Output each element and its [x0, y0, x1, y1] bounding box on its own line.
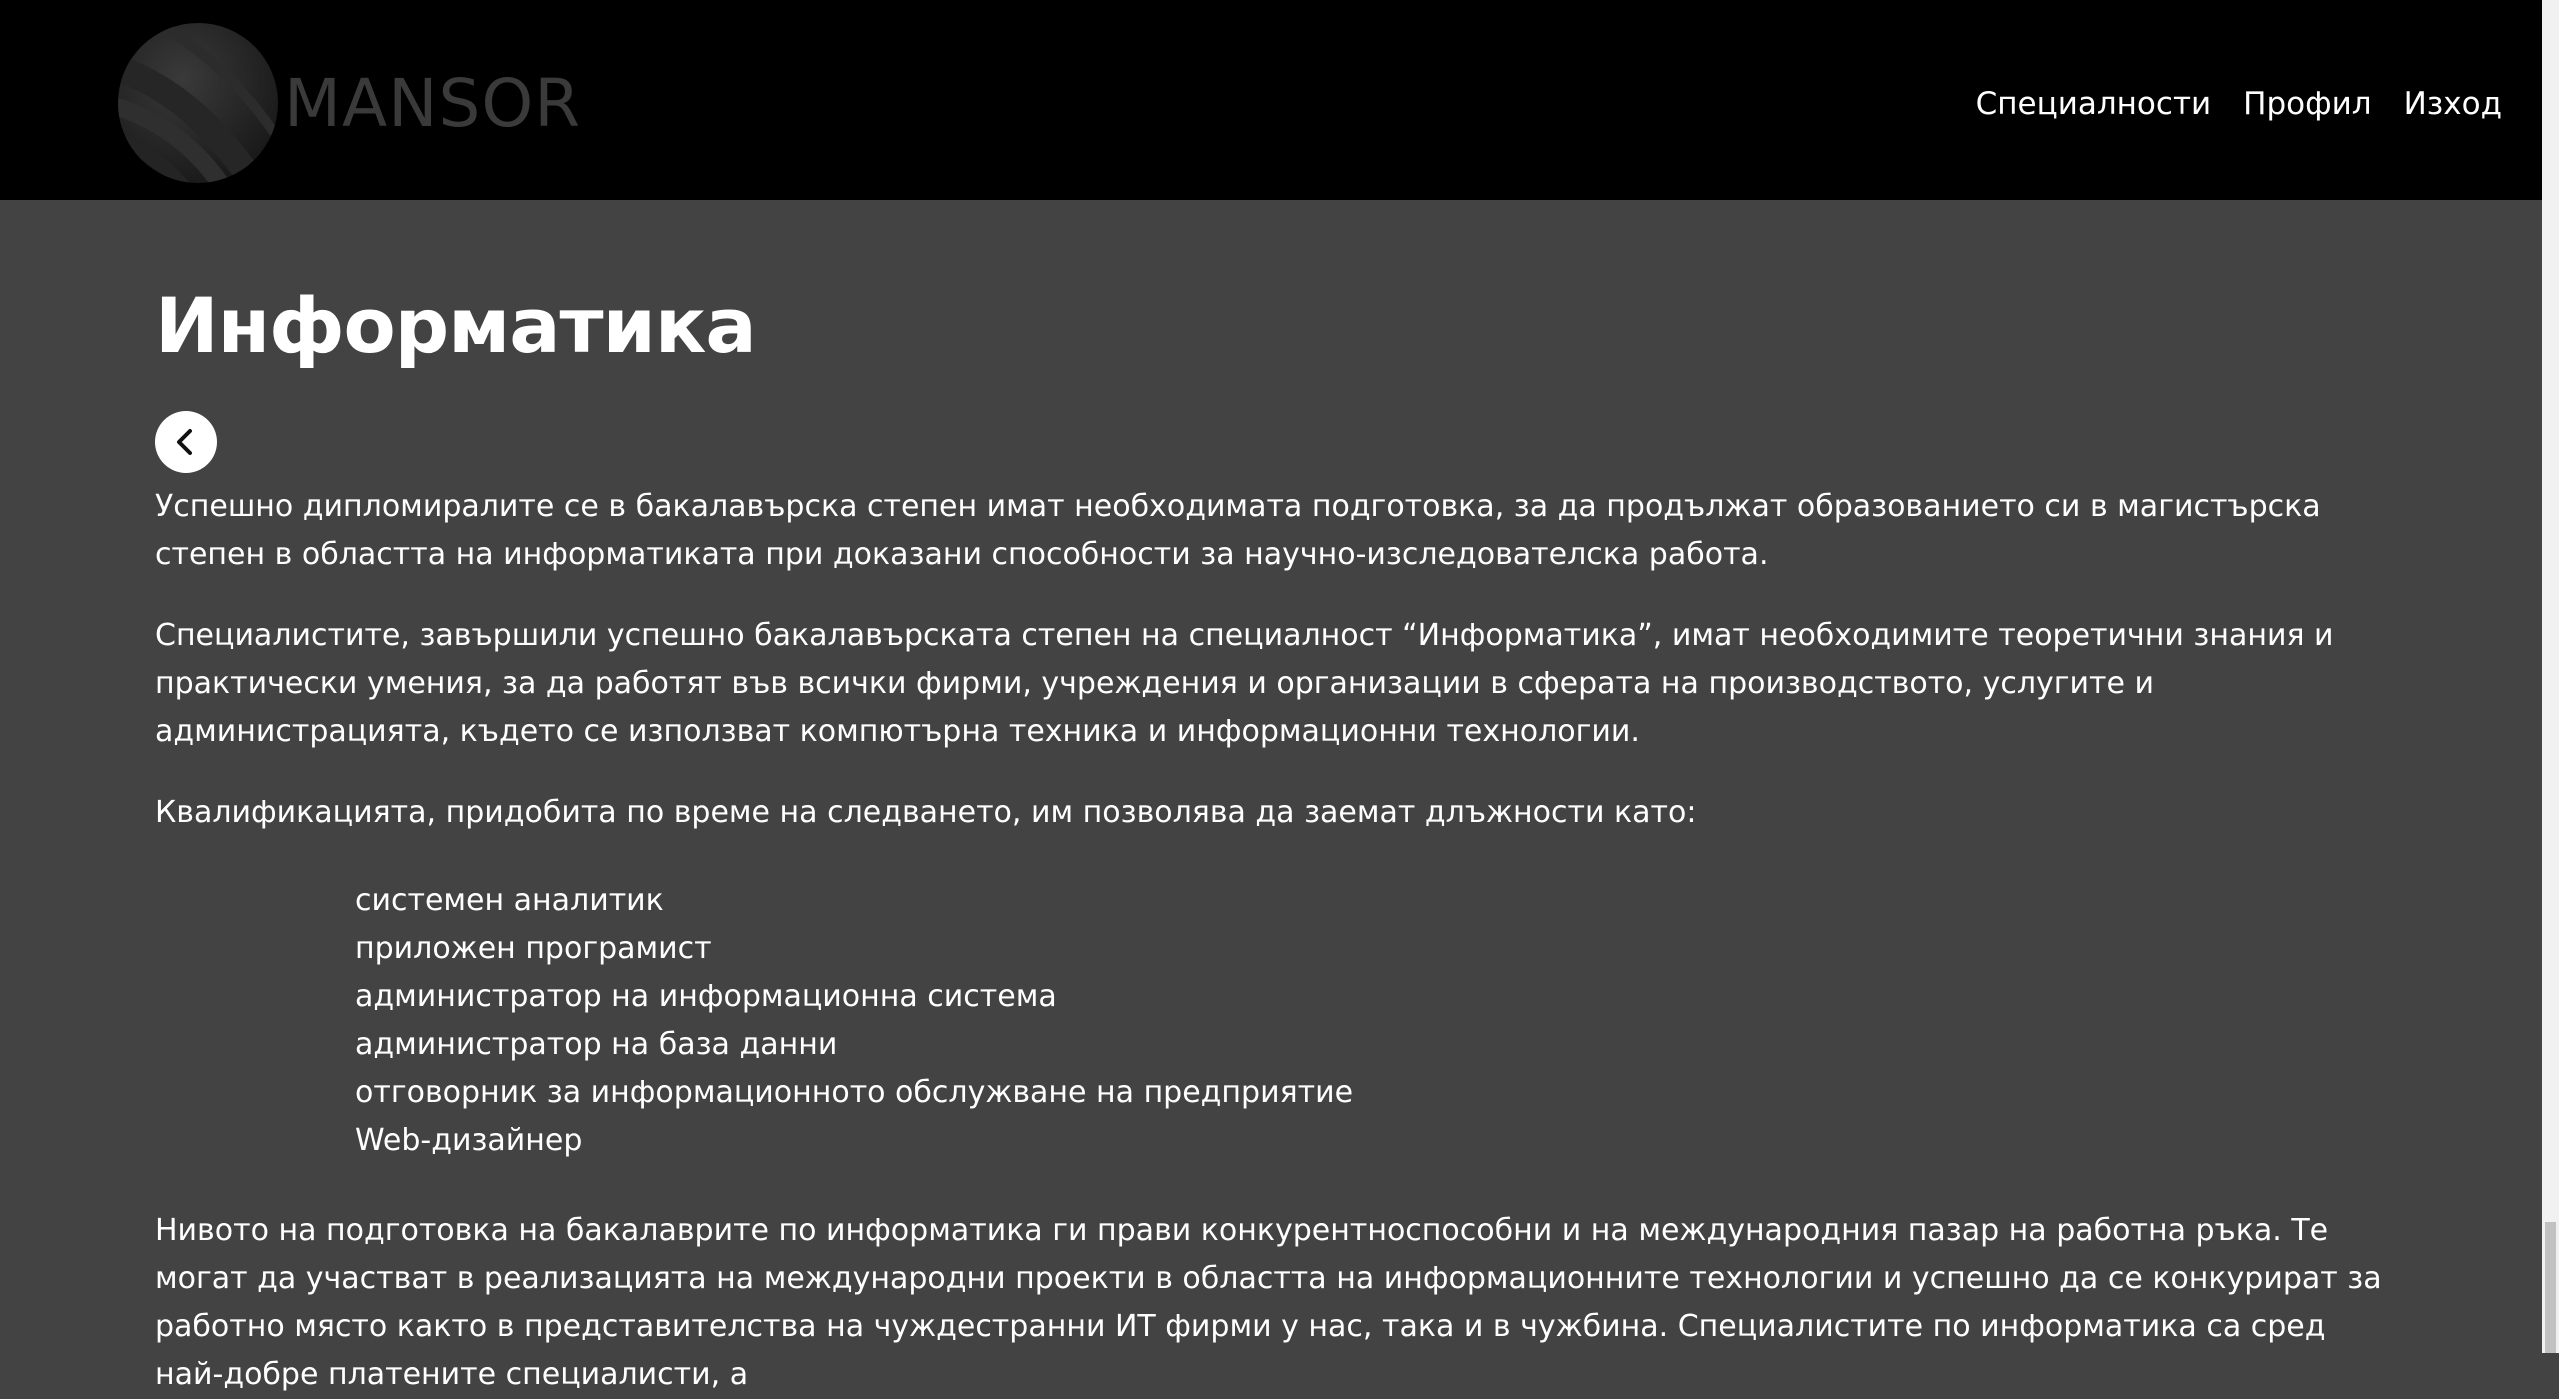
intro-paragraph: Успешно дипломиралите се в бакалавърска степен имат необходимата подготовка, за да продължат образованието си в магистърска степен в областта на информатиката при доказани способности за научно-изследователска работа.: [155, 489, 2321, 573]
qualification-paragraph: Квалификацията, придобита по време на следването, им позволява да заемат длъжности като:: [155, 795, 1697, 831]
main-content: [155, 280, 2385, 1399]
logo-orb-icon: [108, 20, 288, 185]
list-item: отговорник за информационното обслужване на предприятие: [355, 1075, 1354, 1111]
back-button[interactable]: [155, 411, 217, 473]
scrollbar-thumb[interactable]: [2545, 1222, 2556, 1353]
list-item: администратор на информационна система: [355, 979, 1057, 1015]
closing-paragraph: Нивото на подготовка на бакалаврите по информатика ги прави конкурентноспособни и на международния пазар на работна ръка. Те могат да участват в реализацията на международни проекти в областта на информационните технологии и успешно да се конкурират за работно място както в представителства на чуждестранни ИТ фирми у нас, така и в чужбина. Специалистите по информатика са сред най-добре платените специалисти, а: [155, 1213, 2382, 1393]
nav-link-specialties[interactable]: Специалности: [1975, 86, 2212, 122]
skills-paragraph: Специалистите, завършили успешно бакалавърската степен на специалност “Информатика”, имат необходимите теоретични знания и практически умения, за да работят във всички фирми, учреждения и организации в сферата на производството, услугите и администрацията, където се използват компютърна техника и информационни технологии.: [155, 618, 2334, 750]
page-title: Информатика: [155, 281, 756, 370]
list-item: приложен програмист: [355, 931, 712, 967]
nav-link-logout[interactable]: Изход: [2403, 86, 2502, 122]
list-item: администратор на база данни: [355, 1027, 838, 1063]
header: [0, 0, 2542, 200]
list-item: Web-дизайнер: [355, 1123, 583, 1159]
logo[interactable]: [108, 20, 581, 185]
chevron-left-icon: [169, 425, 203, 459]
positions-list: [355, 877, 2385, 1165]
scrollbar-track[interactable]: [2542, 0, 2559, 1353]
main-nav: [1944, 86, 2502, 122]
logo-text: MANSOR: [284, 64, 582, 142]
list-item: системен аналитик: [355, 883, 664, 919]
nav-link-profile[interactable]: Профил: [2243, 86, 2372, 122]
